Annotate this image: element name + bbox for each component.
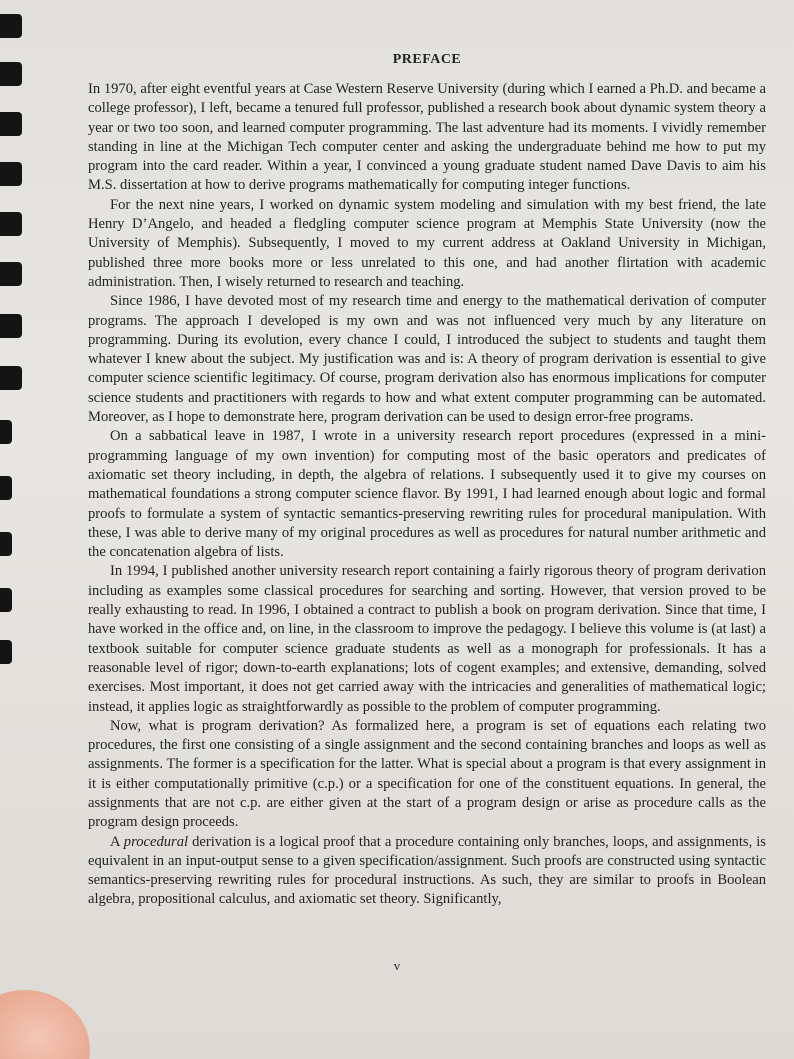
binding-coil [0,420,12,444]
binding-coil [0,14,22,38]
spiral-binding [0,0,28,1059]
preface-text [88,52,766,910]
binding-coil [0,476,12,500]
binding-coil [0,112,22,136]
binding-coil [0,640,12,664]
binding-coil [0,532,12,556]
binding-coil [0,588,12,612]
paragraph-1: In 1970, after eight eventful years at Case Western Reserve University (during which I earned a Ph.D. and became a college professor), I left, became a tenured full professor, published a research book about dynamic system theory a year or two too soon, and learned computer programming. The last adventure had its moments. I vividly remember standing in line at the Michigan Tech computer center and asking the undergraduate behind me how to put my program into the card reader. Within a year, I convinced a young graduate student named Dave Davis to aim his M.S. dissertation at how to derive programs mathematically for computing integer functions. [88,81,766,194]
binding-coil [0,62,22,86]
binding-coil [0,212,22,236]
paragraph-5: In 1994, I published another university research report containing a fairly rigorous theory of program derivation including as examples some classical procedures for searching and sorting. However, that version proved to be really exhausting to read. In 1996, I obtained a contract to publish a book on program derivation. Since that time, I have worked in the office and, on line, in the classroom to improve the pedagogy. I believe this volume is (at last) a textbook suitable for computer science graduate students as well as a monograph for professionals. It has a reasonable level of rigor; down-to-earth explanations; lots of cogent examples; and extensive, demanding, solved exercises. Most important, it does not get carried away with the intricacies and generalities of mathematical logic; instead, it applies logic as straightforwardly as possible to the problem of computer programming. [88,563,766,715]
page-title: PREFACE [392,52,462,67]
binding-coil [0,162,22,186]
paragraph-3: Since 1986, I have devoted most of my research time and energy to the mathematical derivation of computer programs. The approach I developed is my own and was not influenced very much by any literature on programming. During its evolution, every chance I could, I introduced the subject to students and taught them whatever I knew about the subject. My justification was and is: A theory of program derivation is essential to give computer science scientific legitimacy. Of course, program derivation also has enormous implications for computer science students and practitioners with regards to how and what extent computer programming can be automated. Moreover, as I hope to demonstrate here, program derivation can be used to design error-free programs. [88,293,766,426]
page-number: v [393,958,401,973]
binding-coil [0,262,22,286]
thumb-image [0,990,90,1059]
paragraph-6: Now, what is program derivation? As formalized here, a program is set of equations each relating two procedures, the first one consisting of a single assignment and the second containing branches and loops as well as assignments. The former is a specification for the latter. What is special about a program is that every assignment in it is either computationally primitive (c.p.) or a specification for one of the constituent equations. In general, the assignments that are not c.p. are either given at the start of a program design or arise as procedure calls as the program design proceeds. [88,717,766,831]
binding-coil [0,366,22,390]
paragraph-7: A procedural derivation is a logical proof that a procedure containing only branches, loops, and assignments, is equivalent in an input-output sense to a given specification/assignment. Such proofs are constructed using syntactic semantics-preserving rewriting rules for procedural instructions. As such, they are similar to proofs in Boolean algebra, propositional calculus, and axiomatic set theory. Significantly, [88,833,766,908]
binding-coil [0,314,22,338]
paragraph-2: For the next nine years, I worked on dynamic system modeling and simulation with my best friend, the late Henry D’Angelo, and headed a fledgling computer science program at Memphis State University (now the University of Memphis). Subsequently, I moved to my current address at Oakland University in Michigan, published three more books more or less unrelated to this one, and had another flirtation with academic administration. Then, I wisely returned to research and teaching. [88,196,766,290]
paragraph-4: On a sabbatical leave in 1987, I wrote in a university research report procedures (expressed in a mini-programming language of my own invention) for computing most of the basic operators and predicates of axiomatic set theory including, in depth, the algebra of relations. I subsequently used it to give my courses on mathematical foundations a strong computer science flavor. By 1991, I had learned enough about logic and formal proofs to formulate a system of syntactic semantics-preserving rewriting rules for procedural manipulation. With these, I was able to derive many of my original procedures as well as procedures for natural number arithmetic and the concatenation algebra of lists. [88,428,766,561]
